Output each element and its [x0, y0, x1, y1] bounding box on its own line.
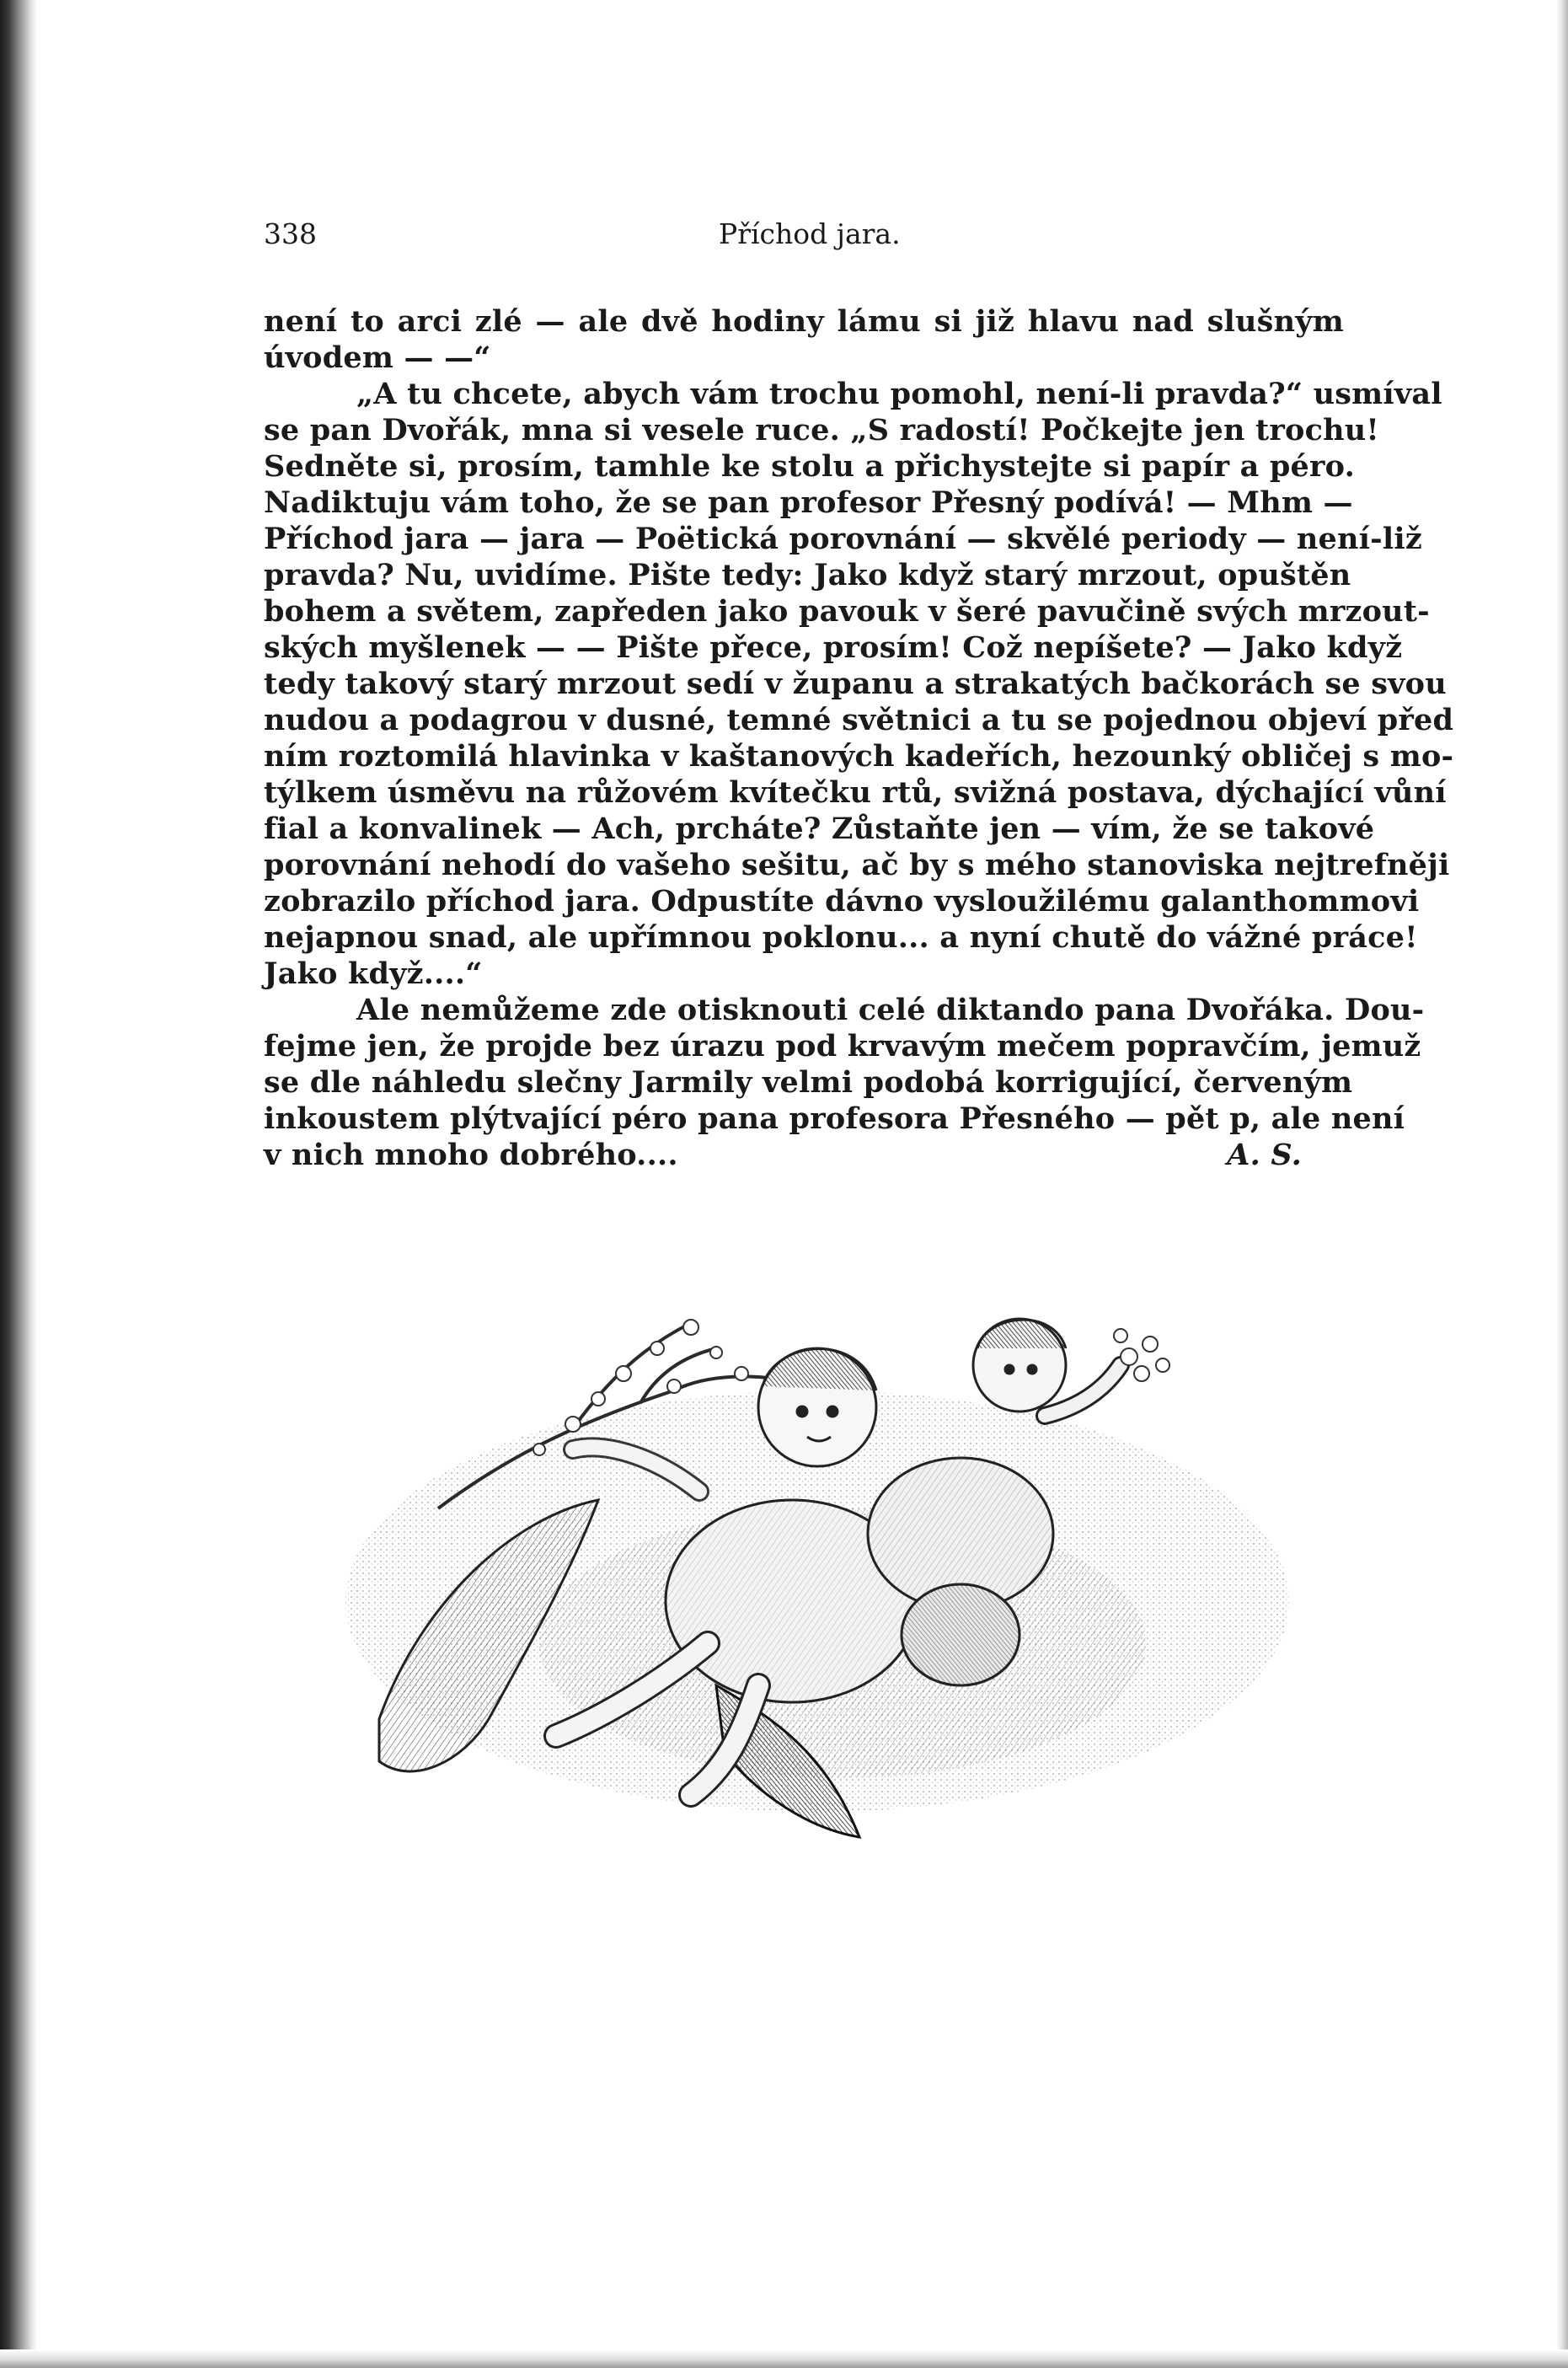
scan-right-edge	[1556, 0, 1568, 2368]
author-signature: A. S.	[1227, 1138, 1302, 1172]
text-line: úvodem — —“	[264, 340, 491, 375]
scan-bottom-edge	[0, 2349, 1568, 2368]
text-line: Sedněte si, prosím, tamhle ke stolu a přichystejte si papír a péro.	[264, 449, 1355, 484]
body-text	[264, 303, 1454, 1173]
text-line: ských myšlenek — — Pište přece, prosím! Což nepíšete? — Jako když	[264, 630, 1403, 665]
text-line: „A tu chcete, abych vám trochu pomohl, není-li pravda?“ usmíval	[356, 377, 1442, 411]
text-line: Nadiktuju vám toho, že se pan profesor Přesný podívá! — Mhm —	[264, 485, 1353, 520]
text-line: Ale nemůžeme zde otisknouti celé diktando pana Dvořáka. Dou-	[356, 993, 1425, 1027]
text-line: pravda? Nu, uvidíme. Pište tedy: Jako když starý mrzout, opuštěn	[264, 558, 1351, 592]
text-line: fejme jen, že projde bez úrazu pod krvavým mečem popravčím, jemuž	[264, 1029, 1421, 1063]
text-line: nejapnou snad, ale upřímnou poklonu... a nyní chutě do vážné práce!	[264, 920, 1418, 955]
text-line: ním roztomilá hlavinka v kaštanových kadeřích, hezounký obličej s mo-	[264, 739, 1454, 774]
text-line: týlkem úsměvu na růžovém kvítečku rtů, svižná postava, dýchající vůní	[264, 775, 1447, 810]
text-line: inkoustem plýtvající péro pana profesora Přesného — pět p, ale není	[264, 1101, 1405, 1136]
text-line: není to arci zlé — ale dvě hodiny lámu si již hlavu nad slušným	[264, 304, 1344, 339]
text-line: bohem a světem, zapředen jako pavouk v šeré pavučině svých mrzout-	[264, 594, 1430, 629]
text-line: zobrazilo příchod jara. Odpustíte dávno vysloužilému galanthommovi	[264, 884, 1420, 919]
closing-line	[264, 1137, 1344, 1173]
text-line: tedy takový starý mrzout sedí v županu a strakatých bačkorách se svou	[264, 667, 1447, 701]
text-line: se pan Dvořák, mna si vesele ruce. „S radostí! Počkejte jen trochu!	[264, 413, 1379, 447]
cherubs-engraving-icon	[320, 1247, 1314, 1862]
text-line: se dle náhledu slečny Jarmily velmi podobá korrigující, červeným	[264, 1065, 1353, 1100]
scan-gutter-shadow	[0, 0, 37, 2368]
text-line: v nich mnoho dobrého....	[264, 1138, 678, 1172]
text-line: porovnání nehodí do vašeho sešitu, ač by s mého stanoviska nejtrefněji	[264, 848, 1450, 882]
running-title: Příchod jara.	[719, 217, 901, 250]
text-line: Příchod jara — jara — Poëtická porovnání — skvělé periody — není-liž	[264, 522, 1422, 556]
page-number: 338	[264, 217, 317, 250]
running-head	[264, 217, 1342, 260]
text-line: Jako když....“	[264, 956, 483, 991]
text-line: nudou a podagrou v dusné, temné světnici a tu se pojednou objeví před	[264, 703, 1454, 737]
text-line: fial a konvalinek — Ach, prcháte? Zůstaňte jen — vím, že se takové	[264, 812, 1375, 846]
